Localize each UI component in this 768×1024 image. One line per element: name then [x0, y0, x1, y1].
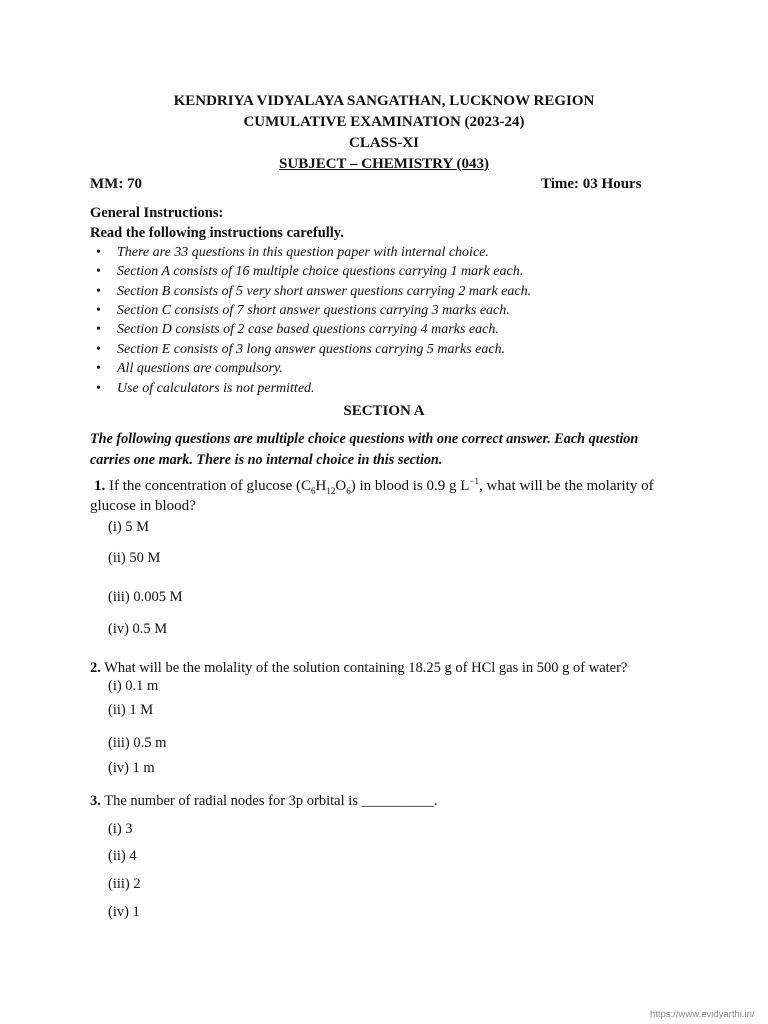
question-number: 3.: [90, 793, 101, 809]
question-number: 1.: [94, 478, 106, 494]
option: (i) 0.1 m: [108, 678, 159, 694]
option: (ii) 4: [108, 848, 137, 864]
instruction-item: • There are 33 questions in this question paper with internal choice.: [96, 245, 489, 260]
question-2: 2. What will be the molality of the solution containing 18.25 g of HCl gas in 500 g of water?: [90, 660, 628, 676]
question-1-line2: glucose in blood?: [90, 498, 196, 514]
instruction-item: • Section D consists of 2 case based questions carrying 4 marks each.: [96, 322, 499, 337]
instruction-item: • Section C consists of 7 short answer questions carrying 3 marks each.: [96, 303, 510, 318]
instruction-item: • Section E consists of 3 long answer questions carrying 5 marks each.: [96, 342, 506, 357]
exam-subject: [0, 156, 768, 173]
option: (iv) 0.5 M: [108, 621, 168, 637]
exam-duration: Time: 03 Hours: [541, 176, 642, 192]
question-number: 2.: [90, 660, 101, 676]
option: (ii) 50 M: [108, 550, 161, 566]
option: (i) 3: [108, 821, 133, 837]
section-a-intro-line2: carries one mark. There is no internal choice in this section.: [90, 452, 443, 468]
option: (i) 5 M: [108, 519, 150, 535]
option: (ii) 1 M: [108, 702, 154, 718]
question-1-line1: 1. If the concentration of glucose $(C_6H_{12}O_6)$ in blood is 0.9 g $L^{-1}$, what will be the molarity of: [94, 476, 654, 496]
section-a-heading: SECTION A: [343, 403, 425, 419]
option: (iii) 2: [108, 876, 141, 892]
instructions-subtitle: Read the following instructions carefully.: [90, 225, 344, 241]
subject-text: SUBJECT – CHEMISTRY (043): [279, 156, 489, 172]
exam-header-line2: CUMULATIVE EXAMINATION (2023-24): [243, 114, 525, 130]
instruction-item: • Section B consists of 5 very short answer questions carrying 2 mark each.: [96, 284, 532, 299]
option: (iv) 1 m: [108, 760, 155, 776]
question-3: 3. The number of radial nodes for 3p orbital is __________.: [90, 793, 438, 809]
instruction-item: • Section A consists of 16 multiple choice questions carrying 1 mark each.: [96, 264, 524, 279]
max-marks: MM: 70: [90, 176, 143, 192]
exam-header-line1: KENDRIYA VIDYALAYA SANGATHAN, LUCKNOW REGION: [173, 93, 595, 109]
option: (iii) 0.005 M: [108, 589, 183, 605]
option: (iii) 0.5 m: [108, 735, 167, 751]
instructions-title: General Instructions:: [90, 205, 224, 221]
section-a-intro-line1: The following questions are multiple choice questions with one correct answer. Each question: [90, 431, 639, 447]
instruction-item: • Use of calculators is not permitted.: [96, 381, 315, 396]
option: (iv) 1: [108, 904, 140, 920]
source-url-watermark: https://www.evidyarthi.in/: [650, 1009, 755, 1020]
instruction-item: • All questions are compulsory.: [96, 361, 283, 376]
exam-header-line3: CLASS-XI: [348, 135, 420, 151]
